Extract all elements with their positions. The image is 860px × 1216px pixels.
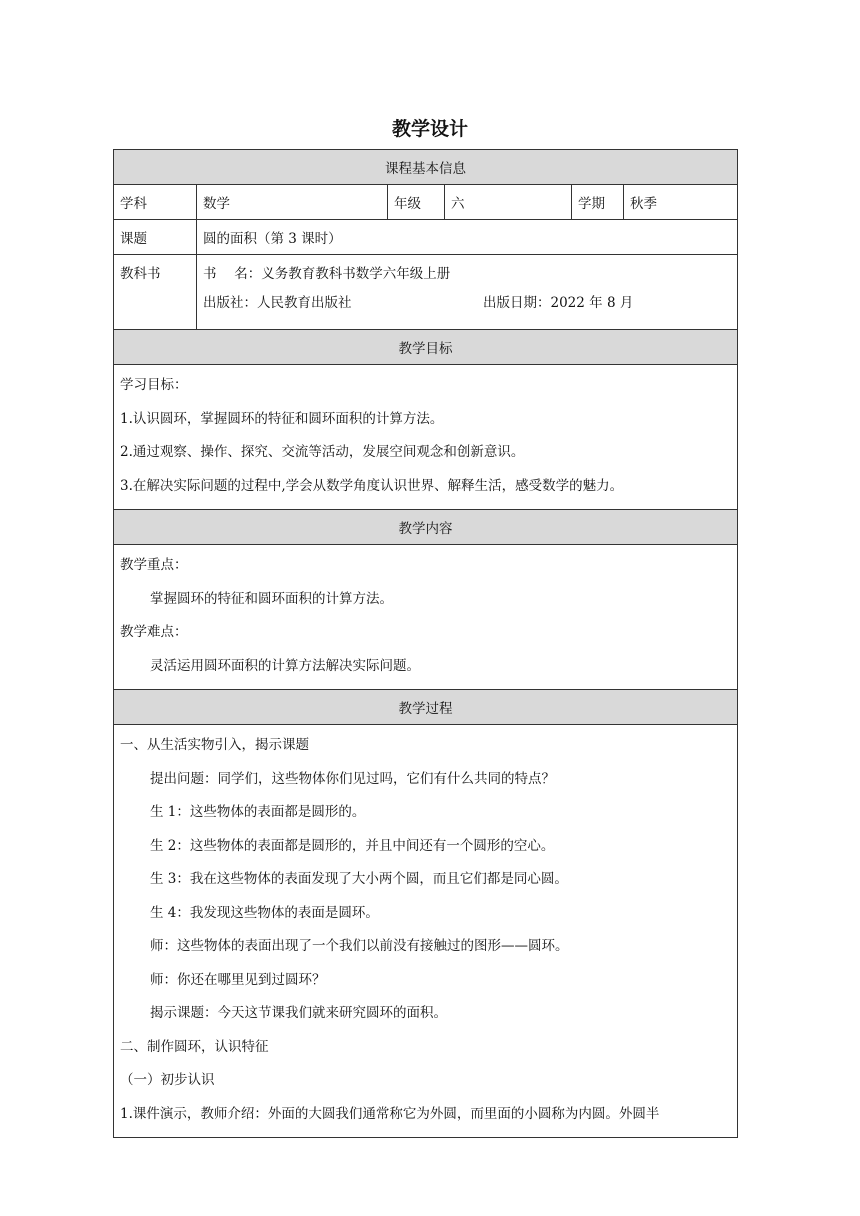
- process-line: 1.课件演示，教师介绍：外面的大圆我们通常称它为外圆，而里面的小圆称为内圆。外圆半: [120, 1105, 660, 1122]
- difficulty-label: 教学难点：: [120, 624, 188, 640]
- process-line: 师：你还在哪里见到过圆环？: [150, 971, 326, 988]
- goal-item: 1.认识圆环，掌握圆环的特征和圆环面积的计算方法。: [120, 410, 444, 427]
- goals-heading: 学习目标：: [120, 377, 188, 393]
- publisher: 出版社：人民教育出版社: [203, 295, 352, 311]
- key-point-text: 掌握圆环的特征和圆环面积的计算方法。: [150, 590, 393, 607]
- section-header-content: 教学内容: [114, 510, 738, 545]
- process-line: 提出问题：同学们，这些物体你们见过吗，它们有什么共同的特点？: [150, 770, 555, 787]
- topic-value: 圆的面积（第 3 课时）: [197, 220, 738, 255]
- process-heading: 一、从生活实物引入，揭示课题: [120, 737, 309, 753]
- process-block: [114, 725, 738, 1138]
- goals-block: [114, 365, 738, 510]
- grade-value: 六: [445, 185, 572, 220]
- process-heading: 二、制作圆环，认识特征: [120, 1038, 269, 1055]
- term-label: 学期: [572, 185, 624, 220]
- subject-label: 学科: [114, 185, 197, 220]
- book-name: 书 名：义务教育教科书数学六年级上册: [203, 266, 451, 282]
- section-header-goals: 教学目标: [114, 330, 738, 365]
- document-title: 教学设计: [391, 118, 468, 140]
- process-subheading: （一）初步认识: [120, 1072, 215, 1088]
- textbook-info: [197, 255, 738, 330]
- difficulty-text: 灵活运用圆环面积的计算方法解决实际问题。: [150, 657, 420, 674]
- term-value: 秋季: [624, 185, 738, 220]
- section-header-process: 教学过程: [114, 690, 738, 725]
- content-block: [114, 545, 738, 690]
- key-point-label: 教学重点：: [120, 557, 188, 573]
- section-header-basic: 课程基本信息: [114, 150, 738, 185]
- publish-date: 出版日期：2022 年 8 月: [483, 295, 634, 311]
- process-line: 生 2：这些物体的表面都是圆形的，并且中间还有一个圆形的空心。: [150, 837, 555, 854]
- process-line: 生 1：这些物体的表面都是圆形的。: [150, 804, 366, 820]
- process-line: 师：这些物体的表面出现了一个我们以前没有接触过的图形——圆环。: [150, 938, 569, 954]
- lesson-plan-table: [113, 149, 738, 1138]
- topic-label: 课题: [114, 220, 197, 255]
- grade-label: 年级: [388, 185, 445, 220]
- process-line: 揭示课题：今天这节课我们就来研究圆环的面积。: [150, 1005, 447, 1021]
- goal-item: 2.通过观察、操作、探究、交流等活动，发展空间观念和创新意识。: [120, 444, 525, 460]
- process-line: 生 4：我发现这些物体的表面是圆环。: [150, 904, 379, 921]
- textbook-label: 教科书: [114, 255, 197, 330]
- subject-value: 数学: [197, 185, 388, 220]
- goal-item: 3.在解决实际问题的过程中,学会从数学角度认识世界、解释生活，感受数学的魅力。: [120, 477, 624, 494]
- process-line: 生 3：我在这些物体的表面发现了大小两个圆，而且它们都是同心圆。: [150, 871, 568, 887]
